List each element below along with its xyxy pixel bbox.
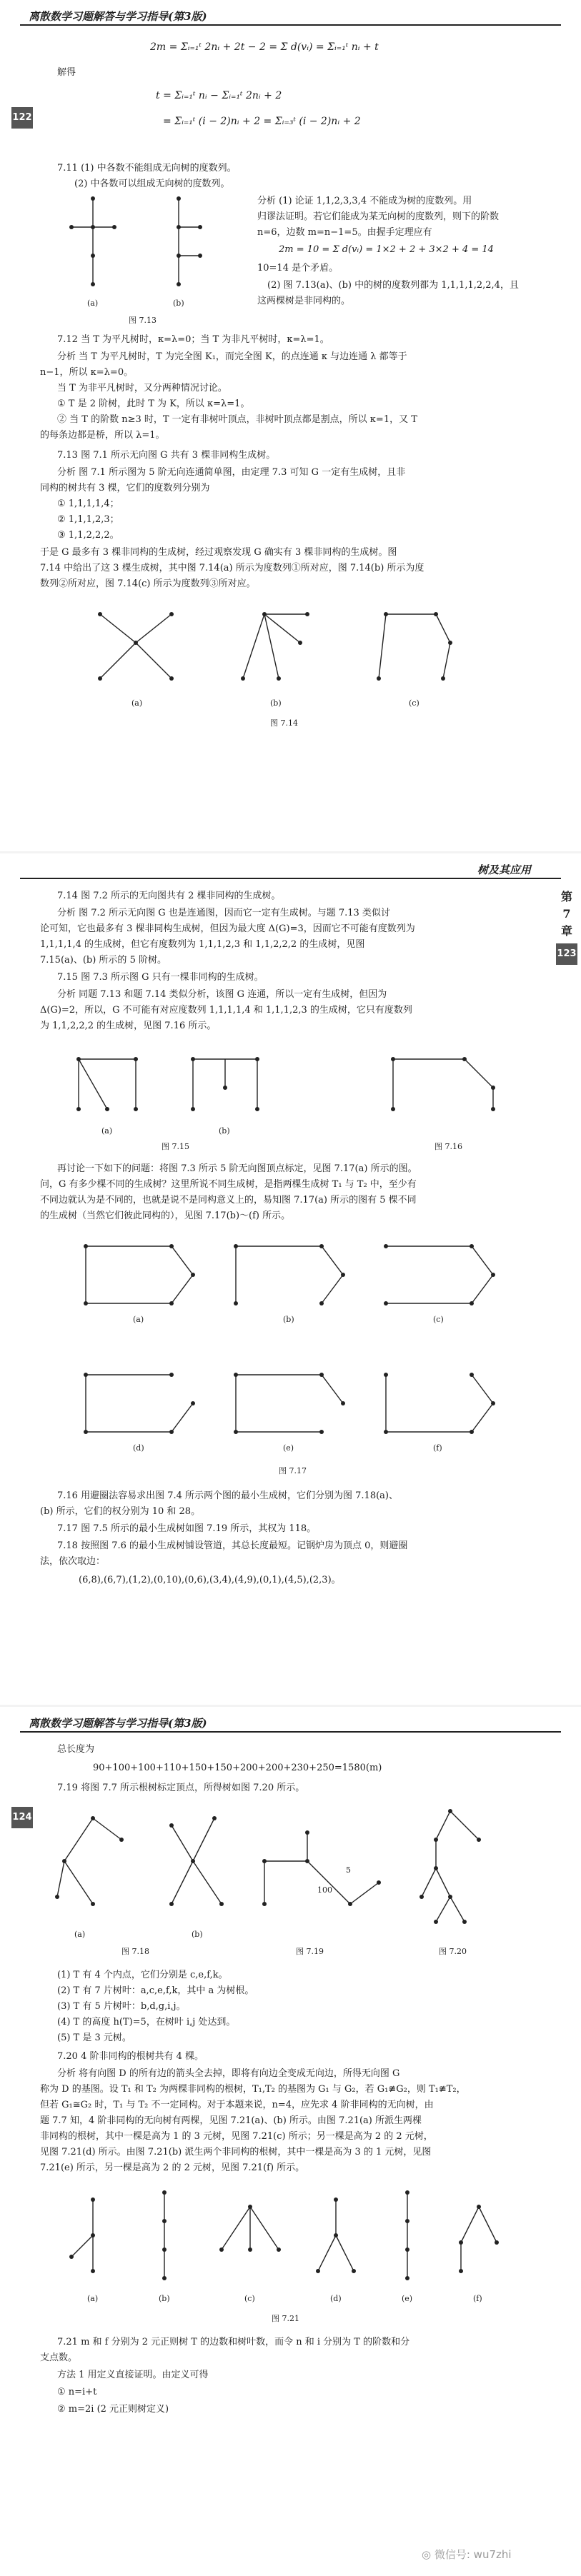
chapter-tab-1: 第 — [560, 890, 572, 903]
tree-7-17-c — [384, 1244, 495, 1305]
figure-7-17-label-b: (b) — [283, 1315, 294, 1324]
answer-7-14: 7.14 图 7.2 所示的无向图共有 2 棵非同构的生成树。 — [57, 891, 281, 901]
tree-7-15-b — [191, 1057, 259, 1111]
figure-7-17-label-a: (a) — [133, 1315, 144, 1324]
figure-7-18-caption: 图 7.18 — [121, 1947, 149, 1956]
answer-7-12: 7.12 当 T 为平凡树时，κ=λ=0；当 T 为非凡平树时，κ=λ=1。 — [57, 334, 329, 345]
analysis-7-20-line2: 称为 D 的基图。设 T₁ 和 T₂ 为两棵非同构的根树，T₁,T₂ 的基图为 G₁ 与 G₂，若 G₁≇G₂，则 T₁≇T₂， — [40, 2084, 466, 2095]
wechat-icon: ◎ — [422, 2548, 434, 2561]
page-number: 122 — [11, 107, 33, 129]
total-length-label: 总长度为 — [57, 1744, 95, 1755]
answer-7-18-line2: 法，依次取边： — [40, 1556, 106, 1567]
answer-7-13: 7.13 图 7.1 所示无向图 G 共有 3 棵非同构生成树。 — [57, 450, 276, 461]
tree-7-13-b — [177, 196, 202, 286]
figure-7-19-weight-1: 100 — [317, 1885, 332, 1895]
analysis-7-14-line1: 分析 图 7.2 所示无向图 G 也是连通图，因而它一定有生成树。与题 7.13 类似讨 — [57, 908, 390, 918]
analysis-7-11-line3: n=6，边数 m=n−1=5。由握手定理应有 — [257, 227, 432, 238]
analysis-7-20-line6: 见图 7.21(d) 所示。由图 7.21(b) 派生两个非同构的根树，其中一棵是高为 3 的 1 元树，见图 — [40, 2147, 432, 2157]
figure-7-20-caption: 图 7.20 — [439, 1947, 467, 1956]
answer-7-20: 7.20 4 阶非同构的根树共有 4 棵。 — [57, 2051, 204, 2062]
degree-sequence-3: ③ 1,1,2,2,2。 — [57, 530, 119, 541]
answer-7-19-item1: (1) T 有 4 个内点，它们分别是 c,e,f,k。 — [57, 1970, 228, 1980]
figure-7-17-label-c: (c) — [433, 1315, 444, 1324]
figure-7-18-label-a: (a) — [74, 1930, 86, 1939]
analysis-7-12-line5: ② 当 T 的阶数 n≥3 时，T 一定有非树叶顶点，非树叶顶点都是割点，所以 κ=1，又 T — [57, 414, 417, 425]
analysis-7-11-line1: 分析 (1) 论证 1,1,2,3,3,4 不能成为树的度数列。用 — [257, 196, 472, 206]
tree-7-21-f — [459, 2205, 499, 2273]
answer-7-18-line1: 7.18 按照图 7.6 的最小生成树铺设管道，其总长度最短。记钢炉房为顶点 0，则避圈 — [57, 1540, 408, 1551]
equation-handshake: 2m = Σᵢ₌₁ᵗ 2nᵢ + 2t − 2 = Σ d(vᵢ) = Σᵢ₌₁ᵗ nᵢ + t — [150, 41, 379, 53]
page-number: 124 — [11, 1807, 33, 1828]
analysis-7-12-line3: 当 T 为非平凡树时，又分两种情况讨论。 — [57, 383, 227, 394]
figure-7-17-label-f: (f) — [433, 1443, 442, 1453]
answer-7-17: 7.17 图 7.5 所示的最小生成树如图 7.19 所示，其权为 118。 — [57, 1523, 317, 1534]
figure-7-21-label-b: (b) — [159, 2294, 170, 2303]
tree-7-18-b — [169, 1816, 224, 1906]
analysis-7-11-line5: (2) 图 7.13(a)、(b) 中的树的度数列都为 1,1,1,1,2,2,4，且 — [267, 280, 519, 291]
analysis-7-20-line4: 题 7.7 知，4 阶非同构的无向树有两棵，见图 7.21(a)、(b) 所示。由图 7.21(a) 所派生两棵 — [40, 2115, 422, 2126]
header-rule — [20, 878, 561, 879]
figures-7-18-7-20 — [50, 1804, 550, 1933]
tree-7-13-a — [69, 196, 116, 286]
figure-7-18-label-b: (b) — [192, 1930, 203, 1939]
figure-7-15-label-b: (b) — [219, 1126, 230, 1136]
figure-7-21-label-e: (e) — [402, 2294, 413, 2303]
analysis-7-12-line2: n−1，所以 κ=λ=0。 — [40, 367, 134, 378]
answer-7-19-item5: (5) T 是 3 元树。 — [57, 2033, 131, 2043]
answer-7-16-line2: (b) 所示，它们的权分别为 10 和 28。 — [40, 1506, 201, 1517]
running-header: 离散数学习题解答与学习指导(第3版) — [29, 10, 207, 23]
method-1-eq1: ① n=i+t — [57, 2387, 97, 2397]
answer-7-18-edges: (6,8),(6,7),(1,2),(0,10),(0,6),(3,4),(4,9),(0,1),(4,5),(2,3)。 — [79, 1575, 341, 1585]
tree-7-17-e — [234, 1373, 345, 1434]
discussion-line1: 再讨论一下如下的问题：将图 7.3 所示 5 阶无向图顶点标定，见图 7.17(a) 所示的图。 — [57, 1163, 417, 1174]
discussion-line3: 不同边就认为是不同的，也就是说不是同构意义上的，易知图 7.17(a) 所示的图有 5 棵不同 — [40, 1195, 417, 1206]
figure-7-14 — [93, 600, 493, 693]
tree-7-18-a — [55, 1816, 124, 1906]
discussion-line4: 的生成树（当然它们彼此同构的），见图 7.17(b)～(f) 所示。 — [40, 1211, 291, 1221]
analysis-7-15-line2: Δ(G)=2，所以，G 不可能有对应度数列 1,1,1,1,4 和 1,1,1,2,3 的生成树，它只有度数列 — [40, 1005, 412, 1016]
label-solve: 解得 — [57, 67, 76, 78]
analysis-7-14-line4: 7.15(a)、(b) 所示的 5 阶树。 — [40, 955, 167, 966]
figures-7-15-7-16 — [64, 1045, 522, 1123]
page-122 — [0, 0, 581, 853]
header-rule — [20, 24, 561, 26]
equation-t: t = Σᵢ₌₁ᵗ nᵢ − Σᵢ₌₁ᵗ 2nᵢ + 2 — [156, 90, 282, 101]
figure-7-21-label-f: (f) — [473, 2294, 482, 2303]
answer-7-19-item3: (3) T 有 5 片树叶：b,d,g,i,j。 — [57, 2001, 186, 2012]
analysis-7-11-line2: 归谬法证明。若它们能成为某无向树的度数列，则下的阶数 — [257, 211, 500, 222]
chapter-tab-3: 章 — [560, 924, 572, 938]
running-header: 离散数学习题解答与学习指导(第3版) — [29, 1717, 207, 1730]
analysis-7-13-line5: 数列②所对应，图 7.14(c) 所示为度数列③所对应。 — [40, 578, 256, 589]
answer-7-15: 7.15 图 7.3 所示图 G 只有一棵非同构的生成树。 — [57, 972, 264, 983]
header-rule — [20, 1731, 561, 1733]
running-header: 树及其应用 — [477, 863, 531, 876]
figure-7-14-caption: 图 7.14 — [270, 718, 298, 728]
analysis-7-11-line6: 这两棵树是非同构的。 — [257, 296, 351, 306]
figure-7-15-label-a: (a) — [101, 1126, 113, 1136]
tree-7-21-c — [219, 2205, 281, 2252]
analysis-7-13-line2: 同构的树共有 3 棵，它们的度数列分别为 — [40, 483, 210, 493]
wechat-watermark: ◎ 微信号: wu7zhi — [422, 2548, 512, 2561]
figure-7-13-label-b: (b) — [173, 299, 184, 308]
figure-7-19-weight-2: 5 — [346, 1865, 351, 1875]
figure-7-21-label-c: (c) — [244, 2294, 255, 2303]
analysis-7-20-line3: 但若 G₁≅G₂ 时，T₁ 与 T₂ 不一定同构。对于本题来说，n=4，应先求 4 阶非同构的无向树，由 — [40, 2100, 434, 2110]
analysis-7-14-line2: 论可知，它也最多有 3 棵非同构生成树，但因为最大度 Δ(G)=3，因而它不可能有度数列为 — [40, 923, 415, 934]
figure-7-15-caption: 图 7.15 — [162, 1142, 189, 1151]
analysis-7-20-line5: 非同构的根树，其中一棵是高为 1 的 3 元树，见图 7.21(c) 所示；另一棵是高为 2 的 2 元树， — [40, 2131, 433, 2142]
figure-7-21-label-a: (a) — [87, 2294, 99, 2303]
page-123 — [0, 853, 581, 1707]
answer-7-21-line2: 支点数。 — [40, 2352, 78, 2363]
analysis-7-20-line7: 7.21(e) 所示，另一棵是高为 2 的 2 元树，见图 7.21(f) 所示。 — [40, 2162, 305, 2173]
tree-7-21-d — [316, 2197, 356, 2273]
tree-7-17-b — [234, 1244, 345, 1305]
method-1-heading: 方法 1 用定义直接证明。由定义可得 — [57, 2370, 209, 2380]
tree-7-14-b — [241, 612, 309, 681]
figure-7-13 — [64, 191, 229, 313]
analysis-7-14-line3: 1,1,1,1,4 的生成树，但它有度数列为 1,1,1,2,3 和 1,1,2,2,2 的生成树，见图 — [40, 939, 365, 950]
figure-7-17-label-e: (e) — [283, 1443, 294, 1453]
analysis-7-12-line1: 分析 当 T 为平凡树时，T 为完全图 K₁，而完全图 K，的点连通 κ 与边连通 λ 都等于 — [57, 351, 407, 362]
degree-sequence-2: ② 1,1,1,2,3； — [57, 514, 119, 525]
analysis-7-20-line1: 分析 将有向图 D 的所有边的箭头全去掉，即将有向边全变成无向边，所得无向图 G — [57, 2068, 400, 2079]
answer-7-19-item2: (2) T 有 7 片树叶：a,c,e,f,k，其中 a 为树根。 — [57, 1985, 254, 1996]
tree-7-14-c — [377, 612, 452, 681]
tree-7-14-a — [98, 612, 174, 681]
analysis-7-15-line3: 为 1,1,2,2,2 的生成树，见图 7.16 所示。 — [40, 1021, 217, 1031]
page-124 — [0, 1707, 581, 2576]
answer-7-11-2: (2) 中各数可以组成无向树的度数列。 — [74, 179, 230, 189]
tree-7-20 — [419, 1809, 481, 1924]
page-number: 123 — [556, 943, 577, 965]
total-length-equation: 90+100+100+110+150+150+200+200+230+250=1580(m) — [93, 1763, 382, 1773]
analysis-7-13-line1: 分析 图 7.1 所示图为 5 阶无向连通简单图，由定理 7.3 可知 G 一定有生成树，且非 — [57, 467, 406, 478]
figure-7-21-caption: 图 7.21 — [272, 2314, 299, 2323]
answer-7-19: 7.19 将图 7.7 所示根树标定顶点，所得树如图 7.20 所示。 — [57, 1783, 305, 1793]
figure-7-16-caption: 图 7.16 — [434, 1142, 462, 1151]
discussion-line2: 问，G 有多少棵不同的生成树？这里所说不同生成树，是指两棵生成树 T₁ 与 T₂ 中，至少有 — [40, 1179, 417, 1190]
figure-7-21-label-d: (d) — [330, 2294, 342, 2303]
analysis-7-12-line6: 的每条边都是桥，所以 λ=1。 — [40, 430, 165, 441]
analysis-7-15-line1: 分析 同题 7.13 和题 7.14 类似分析，该图 G 连通，所以一定有生成树，但因为 — [57, 989, 387, 1000]
tree-7-19 — [262, 1830, 381, 1906]
degree-sequence-1: ① 1,1,1,1,4； — [57, 498, 119, 509]
figure-7-17 — [79, 1232, 507, 1460]
method-1-eq2: ② m=2i (2 元正则树定义) — [57, 2404, 169, 2415]
analysis-7-11-equation: 2m = 10 = Σ d(vᵢ) = 1×2 + 2 + 3×2 + 4 = 14 — [279, 244, 494, 255]
analysis-7-12-line4: ① T 是 2 阶树，此时 T 为 K，所以 κ=λ=1。 — [57, 399, 250, 409]
tree-7-17-d — [84, 1373, 195, 1434]
tree-7-17-f — [384, 1373, 495, 1434]
tree-7-16 — [391, 1057, 495, 1111]
tree-7-21-b — [162, 2190, 167, 2280]
answer-7-16-line1: 7.16 用避圈法容易求出图 7.4 所示两个图的最小生成树，它们分别为图 7.18(a)、 — [57, 1490, 398, 1501]
equation-t-result: = Σᵢ₌₁ᵗ (i − 2)nᵢ + 2 = Σᵢ₌₃ᵗ (i − 2)nᵢ + 2 — [163, 116, 361, 127]
figure-7-19-caption: 图 7.19 — [296, 1947, 324, 1956]
tree-7-21-a — [69, 2197, 95, 2273]
chapter-tab-2: 7 — [562, 907, 571, 921]
figure-7-14-label-b: (b) — [270, 698, 282, 708]
figure-7-21 — [64, 2185, 522, 2292]
figure-7-14-label-c: (c) — [409, 698, 419, 708]
tree-7-21-e — [405, 2190, 409, 2280]
figure-7-17-caption: 图 7.17 — [279, 1466, 307, 1475]
figure-7-13-caption: 图 7.13 — [129, 316, 157, 325]
figure-7-14-label-a: (a) — [131, 698, 143, 708]
graph-7-17-a — [84, 1244, 195, 1305]
answer-7-19-item4: (4) T 的高度 h(T)=5，在树叶 i,j 处达到。 — [57, 2017, 236, 2028]
answer-7-21-line1: 7.21 m 和 f 分别为 2 元正则树 T 的边数和树叶数，而令 n 和 i 分别为 T 的阶数和分 — [57, 2337, 410, 2347]
answer-7-11-1: 7.11 (1) 中各数不能组成无向树的度数列。 — [57, 163, 237, 174]
tree-7-15-a — [76, 1057, 138, 1111]
figure-7-17-label-d: (d) — [133, 1443, 144, 1453]
analysis-7-11-line4: 10=14 是个矛盾。 — [257, 263, 339, 274]
analysis-7-13-line4: 7.14 中给出了这 3 棵生成树，其中图 7.14(a) 所示为度数列①所对应，图 7.14(b) 所示为度 — [40, 563, 424, 573]
figure-7-13-label-a: (a) — [87, 299, 99, 308]
analysis-7-13-line3: 于是 G 最多有 3 棵非同构的生成树，经过观察发现 G 确实有 3 棵非同构的生成树。图 — [40, 547, 397, 558]
